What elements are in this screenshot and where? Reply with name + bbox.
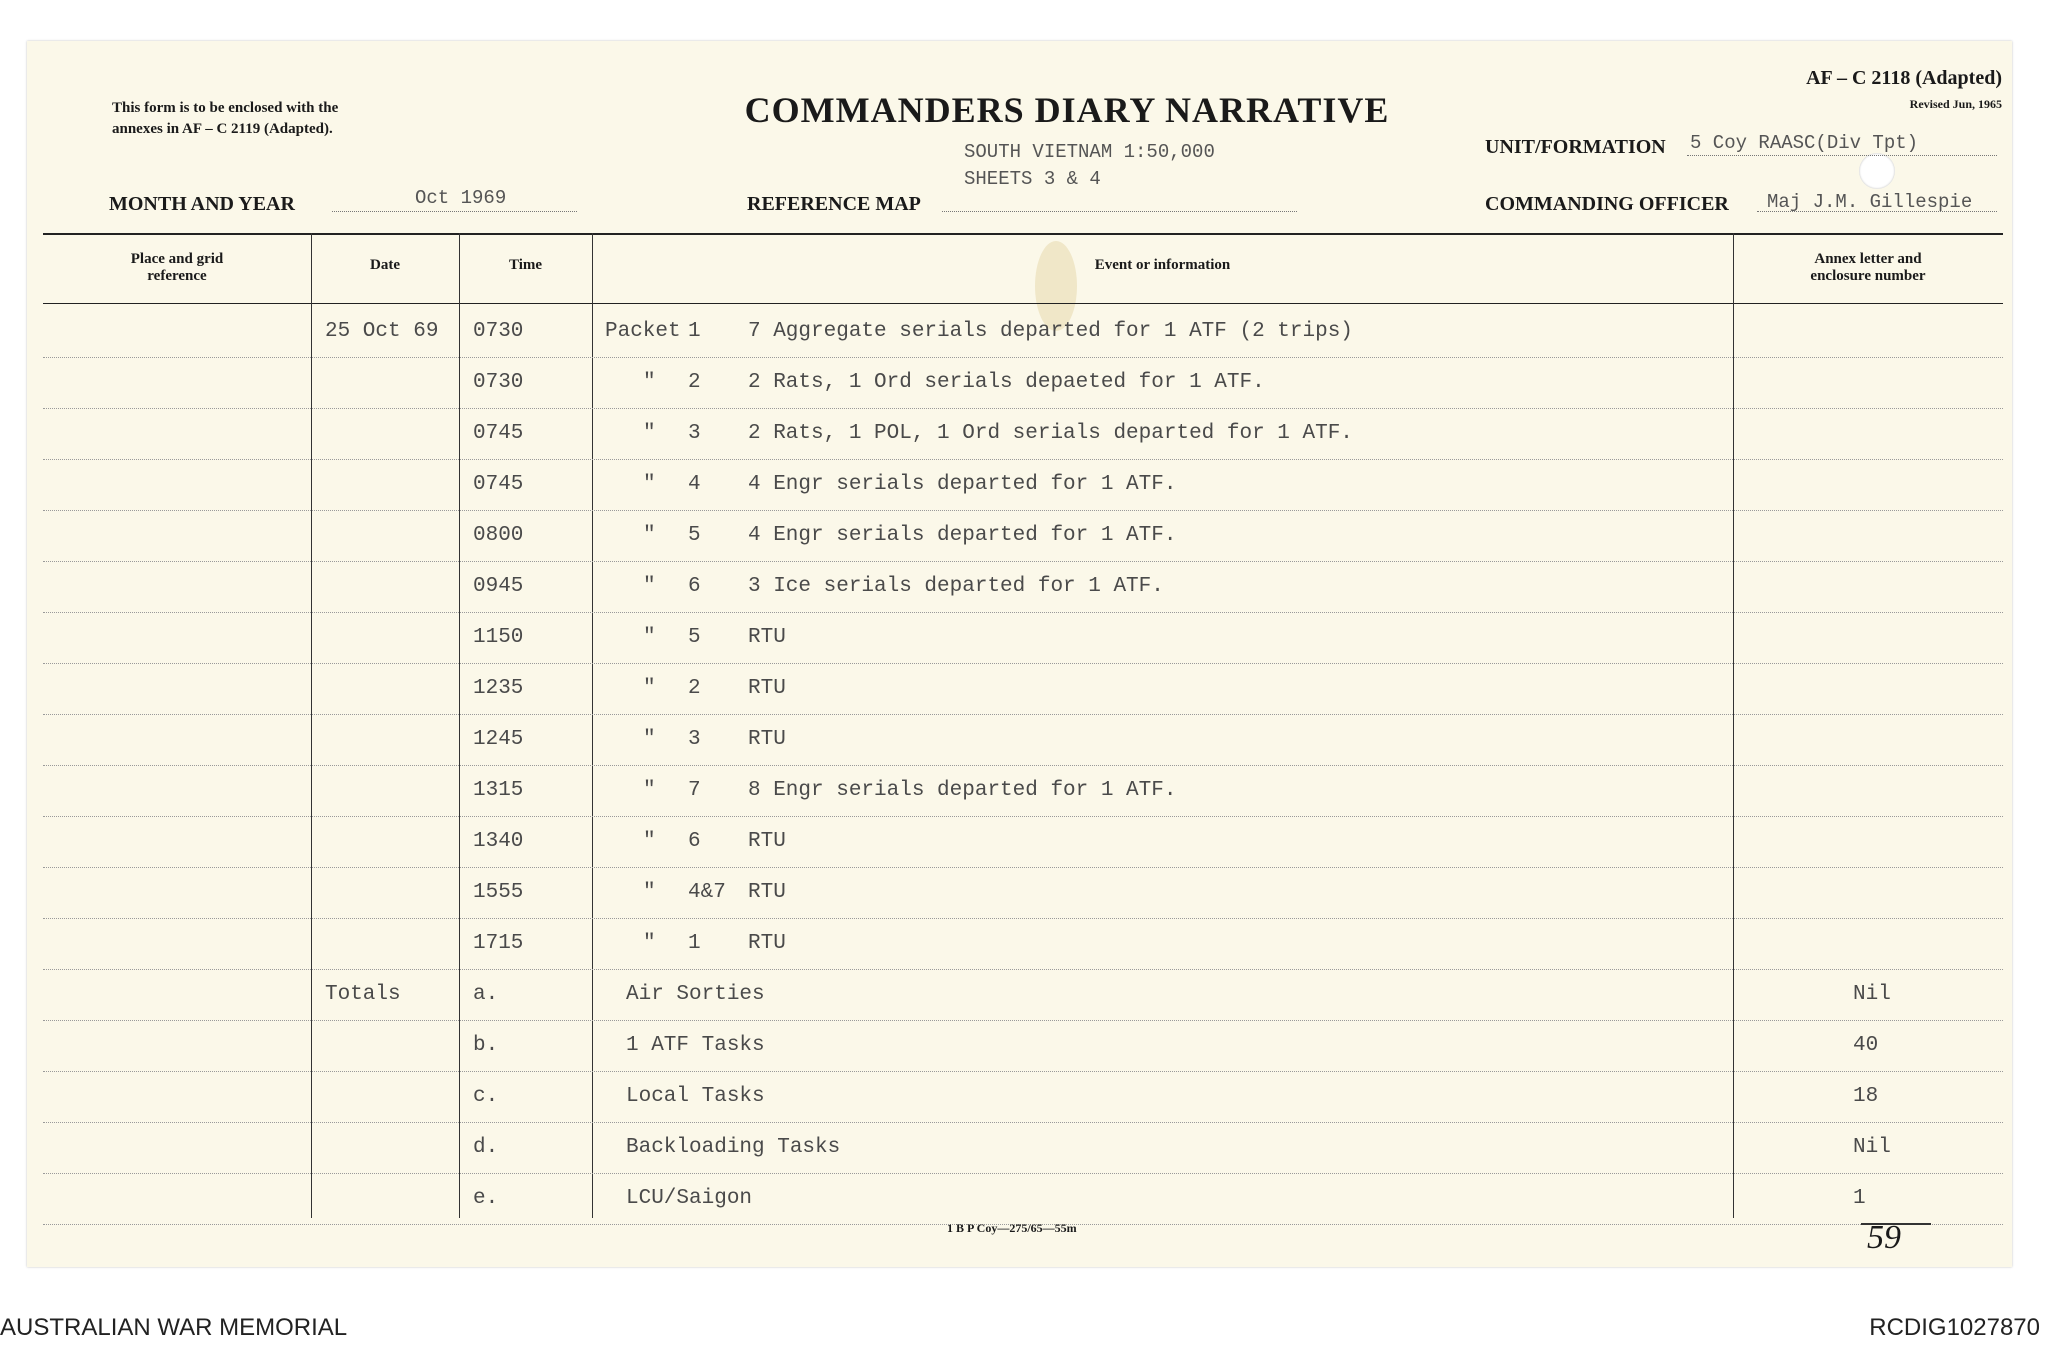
cell-annex: Nil [1853,983,1891,1006]
cell-event: Air Sorties [626,983,765,1006]
cell-event: 7 Aggregate serials departed for 1 ATF (2 trips) [748,320,1353,343]
table-row [43,357,2003,409]
cell-packet: " [643,473,656,496]
table-row [43,408,2003,460]
cell-time: 0730 [473,371,524,394]
cell-packet: " [643,422,656,445]
cell-packet-number: 1 [688,932,701,955]
cell-event: 8 Engr serials departed for 1 ATF. [748,779,1177,802]
cell-packet: " [643,677,656,700]
cell-packet: " [643,932,656,955]
cell-packet: " [643,524,656,547]
cell-date: Totals [325,983,401,1006]
table-row [43,459,2003,511]
punch-hole [1859,153,1895,189]
cell-event: RTU [748,932,786,955]
table-row [43,969,2003,1021]
cell-event: 2 Rats, 1 Ord serials depaeted for 1 ATF. [748,371,1265,394]
cell-annex: 1 [1853,1187,1866,1210]
commanding-officer-label: COMMANDING OFFICER [1485,193,1729,215]
cell-event: 2 Rats, 1 POL, 1 Ord serials departed for 1 ATF. [748,422,1353,445]
cell-event: LCU/Saigon [626,1187,753,1210]
cell-time: 1235 [473,677,524,700]
unit-formation-label: UNIT/FORMATION [1485,136,1666,158]
table-top-rule [43,233,2003,235]
cell-annex: Nil [1853,1136,1891,1159]
cell-time: 0745 [473,473,524,496]
cell-time: 1715 [473,932,524,955]
cell-packet: " [643,371,656,394]
column-header-annex: Annex letter and enclosure number [1810,251,1926,284]
table-row [43,663,2003,715]
table-row [43,918,2003,970]
cell-packet-number: 7 [688,779,701,802]
cell-packet-number: 5 [688,524,701,547]
cell-packet-number: 4 [688,473,701,496]
reference-map-line [942,211,1297,212]
diary-table [43,233,2003,1263]
unit-formation-line [1687,155,1997,156]
cell-annex: 18 [1853,1085,1879,1108]
cell-packet: Packet [605,320,681,343]
cell-packet-number: 6 [688,830,701,853]
form-note [112,98,338,140]
cell-packet: " [643,575,656,598]
diary-form-sheet [27,41,2012,1267]
cell-event: 4 Engr serials departed for 1 ATF. [748,524,1177,547]
cell-time: d. [473,1136,499,1159]
form-title: COMMANDERS DIARY NARRATIVE [744,90,1390,130]
reference-map-line2: SHEETS 3 & 4 [964,168,1101,190]
watermark-id: RCDIG1027870 [1869,1314,2040,1341]
cell-packet: " [643,830,656,853]
table-header-rule [43,303,2003,304]
cell-event: RTU [748,830,786,853]
cell-event: RTU [748,728,786,751]
cell-time: 0730 [473,320,524,343]
cell-packet-number: 1 [688,320,701,343]
month-year-line [332,211,577,212]
table-row [43,561,2003,613]
cell-event: RTU [748,677,786,700]
cell-event: RTU [748,626,786,649]
cell-event: Local Tasks [626,1085,765,1108]
cell-date: 25 Oct 69 [325,320,439,343]
cell-packet-number: 2 [688,371,701,394]
cell-packet: " [643,779,656,802]
column-header-date: Date [370,257,400,273]
cell-packet-number: 5 [688,626,701,649]
cell-time: a. [473,983,499,1006]
table-row [43,510,2003,562]
table-row [43,1122,2003,1174]
cell-event: 4 Engr serials departed for 1 ATF. [748,473,1177,496]
cell-time: 1555 [473,881,524,904]
form-revision: Revised Jun, 1965 [1909,97,2002,111]
cell-time: 1315 [473,779,524,802]
column-header-place: Place and grid reference [130,251,224,284]
cell-time: 1245 [473,728,524,751]
table-row [43,1173,2003,1225]
column-header-event: Event or information [1094,257,1231,273]
cell-time: e. [473,1187,499,1210]
reference-map-label: REFERENCE MAP [747,193,921,215]
watermark-source: AUSTRALIAN WAR MEMORIAL [0,1314,348,1341]
commanding-officer-value: Maj J.M. Gillespie [1767,191,1973,213]
table-row [43,765,2003,817]
cell-time: c. [473,1085,499,1108]
cell-time: 1340 [473,830,524,853]
cell-packet-number: 4&7 [688,881,726,904]
reference-map-line1: SOUTH VIETNAM 1:50,000 [964,141,1215,163]
page-number: 59 [1867,1219,1901,1256]
print-code: 1 B P Coy—275/65—55m [947,1221,1077,1235]
cell-event: 3 Ice serials departed for 1 ATF. [748,575,1164,598]
table-row [43,816,2003,868]
cell-packet-number: 3 [688,422,701,445]
table-row [43,714,2003,766]
cell-packet-number: 2 [688,677,701,700]
table-row [43,867,2003,919]
cell-event: Backloading Tasks [626,1136,841,1159]
cell-packet-number: 6 [688,575,701,598]
cell-annex: 40 [1853,1034,1879,1057]
cell-packet-number: 3 [688,728,701,751]
table-row [43,306,2003,358]
cell-time: b. [473,1034,499,1057]
table-row [43,1020,2003,1072]
month-year-label: MONTH AND YEAR [109,193,295,215]
cell-packet: " [643,881,656,904]
month-year-value: Oct 1969 [415,187,507,209]
cell-time: 1150 [473,626,524,649]
column-header-time: Time [508,257,543,273]
form-number: AF – C 2118 (Adapted) [1806,67,2002,89]
cell-time: 0945 [473,575,524,598]
form-note-line1: This form is to be enclosed with the [112,100,339,116]
cell-time: 0745 [473,422,524,445]
cell-event: 1 ATF Tasks [626,1034,765,1057]
cell-packet: " [643,728,656,751]
cell-event: RTU [748,881,786,904]
cell-packet: " [643,626,656,649]
table-row [43,1071,2003,1123]
unit-formation-value: 5 Coy RAASC(Div Tpt) [1690,132,1919,154]
table-row [43,612,2003,664]
cell-time: 0800 [473,524,524,547]
form-note-line2: annexes in AF – C 2119 (Adapted). [112,121,333,137]
